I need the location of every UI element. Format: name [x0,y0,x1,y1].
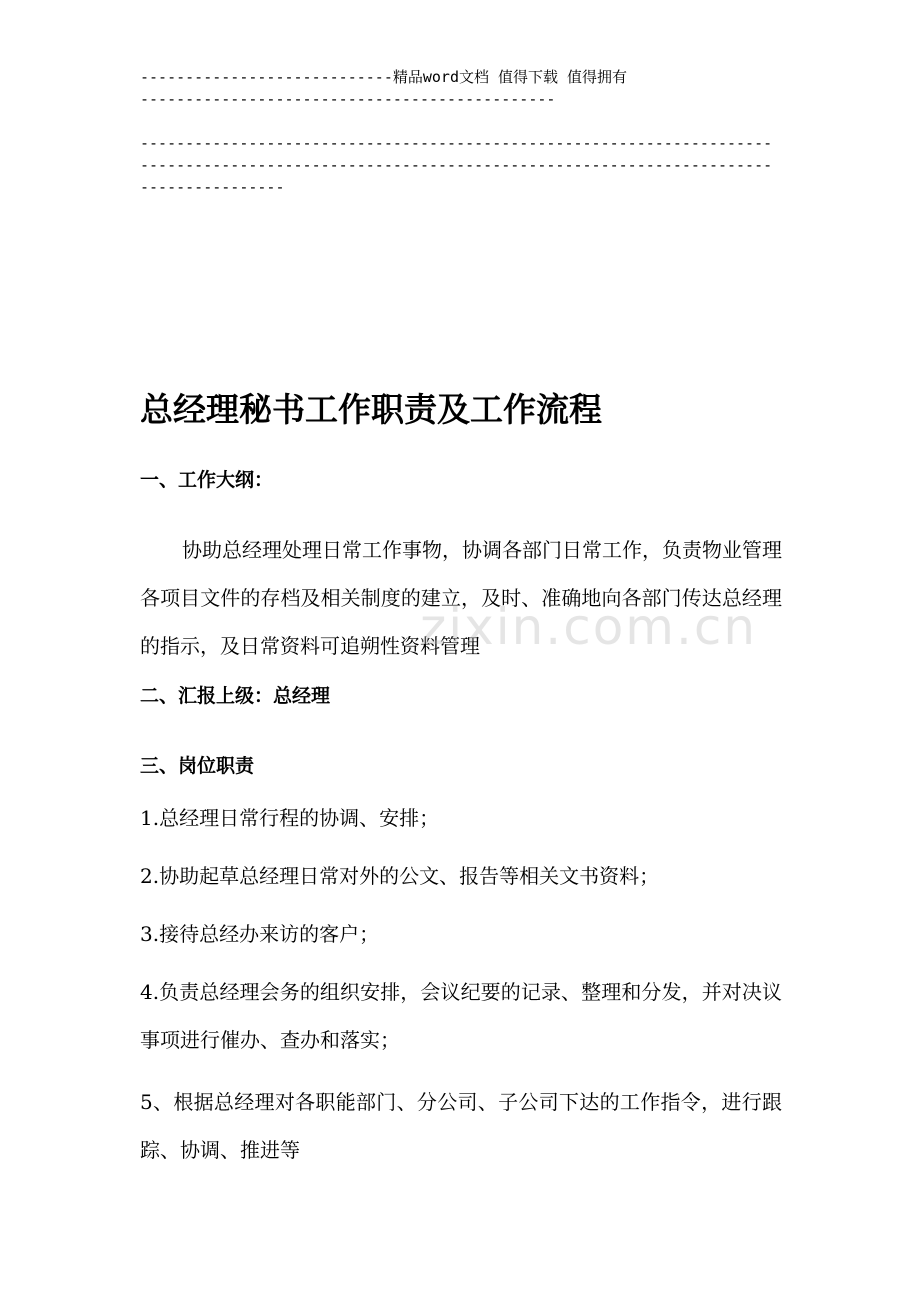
dash-separator: ------------------------------------------------------------------------------------------------------------------------------------------------------------ [140,134,773,196]
section-heading-report-to: 二、汇报上级：总经理 [140,685,331,707]
duty-item-2: 2.协助起草总经理日常对外的公文、报告等相关文书资料； [140,864,660,888]
outline-paragraph: 协助总经理处理日常工作事物，协调各部门日常工作，负责物业管理各项目文件的存档及相关制度的建立，及时、准确地向各部门传达总经理的指示，及日常资料可追朔性资料管理 [140,538,782,658]
duty-item-1: 1.总经理日常行程的协调、安排； [140,806,440,830]
header-rule: ---------------------------------------------- [140,90,556,108]
duty-item-5: 5、根据总经理对各职能部门、分公司、子公司下达的工作指令，进行跟踪、协调、推进等 [140,1090,782,1162]
duty-item-4: 4.负责总经理会务的组织安排，会议纪要的记录、整理和分发，并对决议事项进行催办、查办和落实； [140,980,782,1052]
document-title: 总经理秘书工作职责及工作流程 [140,390,602,429]
header-banner: ----------------------------精品word文档 值得下载 值得拥有 [140,68,628,86]
section-heading-outline: 一、工作大纲： [140,469,274,491]
duty-item-3: 3.接待总经办来访的客户； [140,922,380,946]
site-watermark: zixin.com.cn [420,598,758,656]
section-heading-duties: 三、岗位职责 [140,755,255,777]
